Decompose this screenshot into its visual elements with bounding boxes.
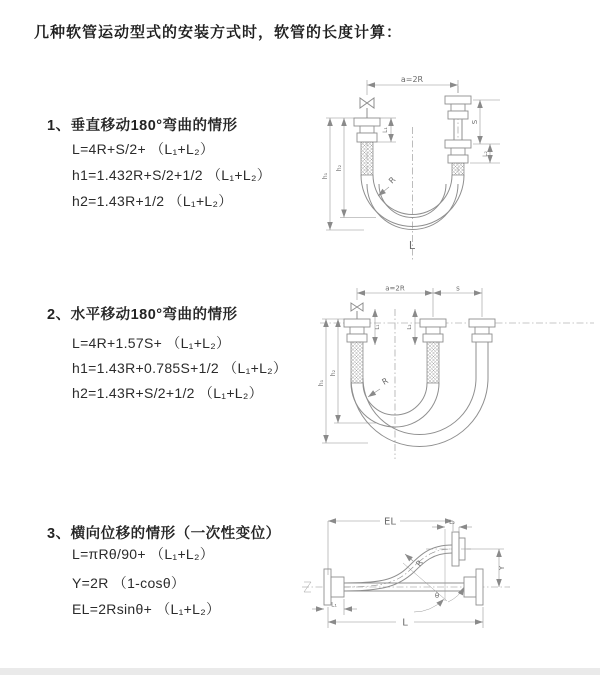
- left-fitting: [357, 133, 377, 142]
- section1-formula-h2: h2=1.43R+1/2 （L₁+L₂）: [72, 193, 233, 209]
- hose-curve: [344, 553, 452, 591]
- section2-formula-h1: h1=1.43R+0.785S+1/2 （L₁+L₂）: [72, 360, 288, 376]
- left-flange-hub: [331, 577, 344, 597]
- diagram-horizontal-180-bend: [318, 283, 596, 465]
- dim-label-r: R: [387, 175, 398, 186]
- section1-formula-L: L=4R+S/2+ （L₁+L₂）: [72, 141, 215, 157]
- dim-label-a2r: a=2R: [385, 284, 405, 293]
- braided-hose-left: [351, 342, 363, 383]
- dim-label-s: s: [456, 284, 460, 293]
- hose-centerline: [344, 549, 452, 587]
- hose-arc-moved: [363, 378, 476, 435]
- dim-label-l2: L₂: [482, 151, 489, 157]
- dim-label-h1: h₁: [322, 172, 329, 180]
- right-top-fitting: [448, 111, 468, 119]
- diagram-vertical-180-bend: [312, 72, 596, 267]
- section1-heading: 1、垂直移动180°弯曲的情形: [47, 118, 238, 134]
- section2-formula-h2: h2=1.43R+S/2+1/2 （L₁+L₂）: [72, 385, 263, 401]
- left-flange: [324, 569, 331, 605]
- dim-label-h2: h₂: [336, 164, 343, 172]
- section3-formula-L: L=πRθ/90+ （L₁+L₂）: [72, 546, 215, 562]
- valve-icon: [360, 98, 374, 108]
- dim-label-r: R: [414, 558, 425, 569]
- right-top-fitting: [445, 96, 471, 104]
- upper-flange: [452, 532, 459, 566]
- left-fitting: [344, 319, 370, 342]
- braided-hose-left: [361, 142, 373, 175]
- angle-arc: [448, 587, 464, 602]
- construction-line: [403, 563, 447, 601]
- dim-label-s: S: [471, 119, 479, 125]
- dim-label-r: R: [380, 376, 390, 387]
- right-flange: [476, 569, 483, 605]
- angle-arc: [414, 599, 444, 612]
- dim-label-h2: h₂: [330, 369, 337, 377]
- section3-formula-Y: Y=2R （1-cosθ）: [72, 575, 186, 591]
- dim-label-l: L: [408, 239, 416, 252]
- radius-leader: [405, 554, 413, 561]
- middle-fitting: [420, 319, 446, 342]
- section2-formula-L: L=4R+1.57S+ （L₁+L₂）: [72, 335, 231, 351]
- hose-arc-moved: [351, 378, 488, 447]
- right-flange-hub: [464, 577, 476, 597]
- dim-label-l2: L₂: [449, 519, 455, 526]
- section2-heading: 2、水平移动180°弯曲的情形: [47, 307, 238, 323]
- page-title: 几种软管运动型式的安装方式时，软管的长度计算：: [34, 24, 403, 41]
- valve-icon: [351, 303, 363, 311]
- left-fitting: [354, 118, 380, 126]
- diagram-lateral-displacement: [296, 505, 518, 655]
- section3-heading: 3、横向位移的情形（一次性变位）: [47, 526, 281, 542]
- dim-label-l: L: [402, 617, 408, 629]
- right-mid-fitting: [451, 148, 465, 155]
- right-mid-fitting: [445, 140, 471, 148]
- page-bottom-strip: [0, 668, 600, 675]
- dim-label-h1: h₁: [318, 379, 325, 387]
- dim-label-l1: L₁: [382, 127, 389, 133]
- right-top-fitting: [451, 104, 465, 111]
- section1-formula-h1: h1=1.432R+S/2+1/2 （L₁+L₂）: [72, 167, 272, 183]
- dim-label-y: Y: [498, 565, 506, 571]
- hose-curve: [344, 545, 452, 583]
- right-mid-fitting: [448, 155, 468, 163]
- left-fitting: [360, 126, 374, 133]
- dim-label-l1: L₁: [331, 601, 337, 609]
- angle-label-theta: θ: [434, 592, 440, 600]
- braided-hose-middle: [427, 342, 439, 383]
- dim-label-a2r: a=2R: [400, 75, 424, 84]
- right-fitting-moved: [469, 319, 495, 342]
- dim-label-l1: L₁: [375, 324, 381, 330]
- dim-label-el: EL: [384, 516, 396, 528]
- radius-leader: [368, 389, 380, 397]
- braided-hose-right: [452, 163, 464, 175]
- section3-formula-EL: EL=2Rsinθ+ （L₁+L₂）: [72, 601, 221, 617]
- dim-label-l2: L₂: [407, 324, 413, 330]
